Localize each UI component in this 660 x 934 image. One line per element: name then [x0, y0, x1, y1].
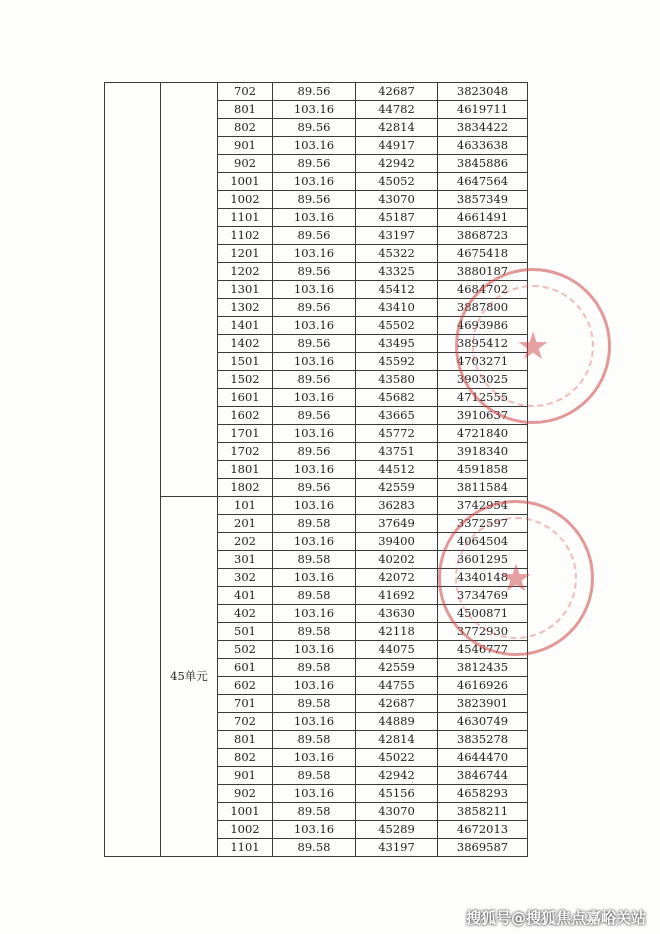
total-price-cell: 4340148	[438, 569, 528, 587]
room-number-cell: 902	[218, 155, 273, 173]
area-cell: 89.56	[273, 83, 356, 101]
area-cell: 103.16	[273, 785, 356, 803]
area-cell: 103.16	[273, 137, 356, 155]
unit-price-cell: 42118	[356, 623, 438, 641]
area-cell: 103.16	[273, 389, 356, 407]
room-number-cell: 1101	[218, 839, 273, 857]
total-price-cell: 3869587	[438, 839, 528, 857]
room-number-cell: 201	[218, 515, 273, 533]
area-cell: 103.16	[273, 317, 356, 335]
unit-price-cell: 42942	[356, 767, 438, 785]
area-cell: 89.56	[273, 119, 356, 137]
room-number-cell: 901	[218, 767, 273, 785]
room-number-cell: 301	[218, 551, 273, 569]
room-number-cell: 1601	[218, 389, 273, 407]
room-number-cell: 1401	[218, 317, 273, 335]
total-price-cell: 4712555	[438, 389, 528, 407]
area-cell: 103.16	[273, 713, 356, 731]
unit-price-cell: 39400	[356, 533, 438, 551]
unit-price-cell: 45412	[356, 281, 438, 299]
room-number-cell: 1801	[218, 461, 273, 479]
total-price-cell: 3845886	[438, 155, 528, 173]
total-price-cell: 4675418	[438, 245, 528, 263]
room-number-cell: 801	[218, 731, 273, 749]
unit-price-cell: 43325	[356, 263, 438, 281]
unit-price-cell: 45772	[356, 425, 438, 443]
room-number-cell: 1301	[218, 281, 273, 299]
total-price-cell: 3734769	[438, 587, 528, 605]
unit-price-cell: 45156	[356, 785, 438, 803]
room-number-cell: 302	[218, 569, 273, 587]
unit-price-cell: 42072	[356, 569, 438, 587]
unit-price-cell: 44782	[356, 101, 438, 119]
area-cell: 89.56	[273, 227, 356, 245]
unit-price-cell: 44075	[356, 641, 438, 659]
unit-price-cell: 43410	[356, 299, 438, 317]
total-price-cell: 3880187	[438, 263, 528, 281]
area-cell: 103.16	[273, 749, 356, 767]
unit-price-cell: 43070	[356, 803, 438, 821]
area-cell: 89.58	[273, 803, 356, 821]
area-cell: 89.56	[273, 371, 356, 389]
room-number-cell: 1602	[218, 407, 273, 425]
unit-price-cell: 43197	[356, 839, 438, 857]
unit-price-cell: 45052	[356, 173, 438, 191]
room-number-cell: 401	[218, 587, 273, 605]
building-cell	[105, 83, 161, 857]
total-price-cell: 4658293	[438, 785, 528, 803]
area-cell: 89.56	[273, 299, 356, 317]
room-number-cell: 1302	[218, 299, 273, 317]
total-price-cell: 4672013	[438, 821, 528, 839]
area-cell: 89.56	[273, 443, 356, 461]
room-number-cell: 1502	[218, 371, 273, 389]
area-cell: 103.16	[273, 569, 356, 587]
room-number-cell: 1501	[218, 353, 273, 371]
unit-price-cell: 43751	[356, 443, 438, 461]
unit-price-cell: 42814	[356, 731, 438, 749]
room-number-cell: 1002	[218, 191, 273, 209]
total-price-cell: 3812435	[438, 659, 528, 677]
area-cell: 103.16	[273, 281, 356, 299]
room-number-cell: 1402	[218, 335, 273, 353]
unit-price-cell: 37649	[356, 515, 438, 533]
total-price-cell: 3887800	[438, 299, 528, 317]
room-number-cell: 1002	[218, 821, 273, 839]
area-cell: 89.58	[273, 839, 356, 857]
area-cell: 89.58	[273, 515, 356, 533]
total-price-cell: 4064504	[438, 533, 528, 551]
room-number-cell: 901	[218, 137, 273, 155]
area-cell: 89.56	[273, 335, 356, 353]
total-price-cell: 4721840	[438, 425, 528, 443]
total-price-cell: 3823901	[438, 695, 528, 713]
room-number-cell: 202	[218, 533, 273, 551]
unit-price-cell: 45502	[356, 317, 438, 335]
total-price-cell: 3772930	[438, 623, 528, 641]
room-number-cell: 1001	[218, 173, 273, 191]
area-cell: 89.56	[273, 479, 356, 497]
price-table-body	[105, 83, 528, 857]
unit-price-cell: 45289	[356, 821, 438, 839]
total-price-cell: 4647564	[438, 173, 528, 191]
unit-cell	[161, 83, 218, 497]
area-cell: 89.56	[273, 191, 356, 209]
unit-price-cell: 43630	[356, 605, 438, 623]
total-price-cell: 4703271	[438, 353, 528, 371]
unit-price-cell: 44889	[356, 713, 438, 731]
total-price-cell: 4693986	[438, 317, 528, 335]
area-cell: 103.16	[273, 677, 356, 695]
unit-price-cell: 42687	[356, 83, 438, 101]
room-number-cell: 402	[218, 605, 273, 623]
unit-price-cell: 43197	[356, 227, 438, 245]
unit-price-cell: 43665	[356, 407, 438, 425]
unit-price-cell: 40202	[356, 551, 438, 569]
unit-price-cell: 42559	[356, 659, 438, 677]
total-price-cell: 4644470	[438, 749, 528, 767]
total-price-cell: 4633638	[438, 137, 528, 155]
total-price-cell: 3910637	[438, 407, 528, 425]
unit-price-cell: 45592	[356, 353, 438, 371]
unit-price-cell: 43070	[356, 191, 438, 209]
seal-star-icon: ★	[498, 556, 534, 600]
total-price-cell: 4546777	[438, 641, 528, 659]
unit-price-cell: 43580	[356, 371, 438, 389]
room-number-cell: 1702	[218, 443, 273, 461]
unit-price-cell: 44512	[356, 461, 438, 479]
area-cell: 103.16	[273, 101, 356, 119]
total-price-cell: 3372597	[438, 515, 528, 533]
area-cell: 89.58	[273, 551, 356, 569]
total-price-cell: 4500871	[438, 605, 528, 623]
area-cell: 89.56	[273, 407, 356, 425]
price-table	[104, 82, 528, 857]
unit-price-cell: 42687	[356, 695, 438, 713]
unit-price-cell: 45187	[356, 209, 438, 227]
area-cell: 103.16	[273, 209, 356, 227]
area-cell: 103.16	[273, 461, 356, 479]
total-price-cell: 3857349	[438, 191, 528, 209]
unit-price-cell: 45682	[356, 389, 438, 407]
room-number-cell: 802	[218, 119, 273, 137]
area-cell: 89.58	[273, 695, 356, 713]
area-cell: 89.58	[273, 623, 356, 641]
total-price-cell: 3835278	[438, 731, 528, 749]
area-cell: 103.16	[273, 533, 356, 551]
room-number-cell: 701	[218, 695, 273, 713]
room-number-cell: 1802	[218, 479, 273, 497]
area-cell: 89.58	[273, 587, 356, 605]
room-number-cell: 1201	[218, 245, 273, 263]
area-cell: 103.16	[273, 605, 356, 623]
room-number-cell: 501	[218, 623, 273, 641]
room-number-cell: 602	[218, 677, 273, 695]
unit-price-cell: 36283	[356, 497, 438, 515]
unit-price-cell: 44755	[356, 677, 438, 695]
room-number-cell: 1202	[218, 263, 273, 281]
room-number-cell: 1701	[218, 425, 273, 443]
unit-price-cell: 45022	[356, 749, 438, 767]
room-number-cell: 1102	[218, 227, 273, 245]
total-price-cell: 3601295	[438, 551, 528, 569]
room-number-cell: 1101	[218, 209, 273, 227]
area-cell: 103.16	[273, 497, 356, 515]
unit-price-cell: 43495	[356, 335, 438, 353]
total-price-cell: 4661491	[438, 209, 528, 227]
unit-price-cell: 45322	[356, 245, 438, 263]
room-number-cell: 801	[218, 101, 273, 119]
room-number-cell: 702	[218, 713, 273, 731]
room-number-cell: 502	[218, 641, 273, 659]
area-cell: 103.16	[273, 245, 356, 263]
area-cell: 89.58	[273, 659, 356, 677]
unit-price-cell: 42814	[356, 119, 438, 137]
room-number-cell: 802	[218, 749, 273, 767]
area-cell: 103.16	[273, 821, 356, 839]
total-price-cell: 3742954	[438, 497, 528, 515]
room-number-cell: 1001	[218, 803, 273, 821]
unit-price-cell: 44917	[356, 137, 438, 155]
total-price-cell: 3846744	[438, 767, 528, 785]
area-cell: 89.56	[273, 263, 356, 281]
watermark: 搜狐号@搜狐焦点嘉峪关站	[465, 909, 646, 927]
unit-price-cell: 41692	[356, 587, 438, 605]
room-number-cell: 601	[218, 659, 273, 677]
total-price-cell: 3858211	[438, 803, 528, 821]
area-cell: 103.16	[273, 641, 356, 659]
total-price-cell: 3834422	[438, 119, 528, 137]
room-number-cell: 101	[218, 497, 273, 515]
total-price-cell: 3811584	[438, 479, 528, 497]
area-cell: 89.58	[273, 731, 356, 749]
total-price-cell: 4616926	[438, 677, 528, 695]
total-price-cell: 3868723	[438, 227, 528, 245]
unit-label-cell: 45单元	[161, 497, 218, 857]
room-number-cell: 702	[218, 83, 273, 101]
total-price-cell: 3823048	[438, 83, 528, 101]
area-cell: 89.58	[273, 767, 356, 785]
area-cell: 103.16	[273, 425, 356, 443]
total-price-cell: 3918340	[438, 443, 528, 461]
table-row	[105, 83, 528, 101]
total-price-cell: 4684702	[438, 281, 528, 299]
total-price-cell: 4619711	[438, 101, 528, 119]
room-number-cell: 902	[218, 785, 273, 803]
total-price-cell: 4630749	[438, 713, 528, 731]
area-cell: 103.16	[273, 353, 356, 371]
area-cell: 89.56	[273, 155, 356, 173]
unit-price-cell: 42559	[356, 479, 438, 497]
total-price-cell: 3895412	[438, 335, 528, 353]
total-price-cell: 3903025	[438, 371, 528, 389]
table-row	[105, 497, 528, 515]
seal-star-icon: ★	[515, 324, 551, 368]
area-cell: 103.16	[273, 173, 356, 191]
total-price-cell: 4591858	[438, 461, 528, 479]
unit-price-cell: 42942	[356, 155, 438, 173]
